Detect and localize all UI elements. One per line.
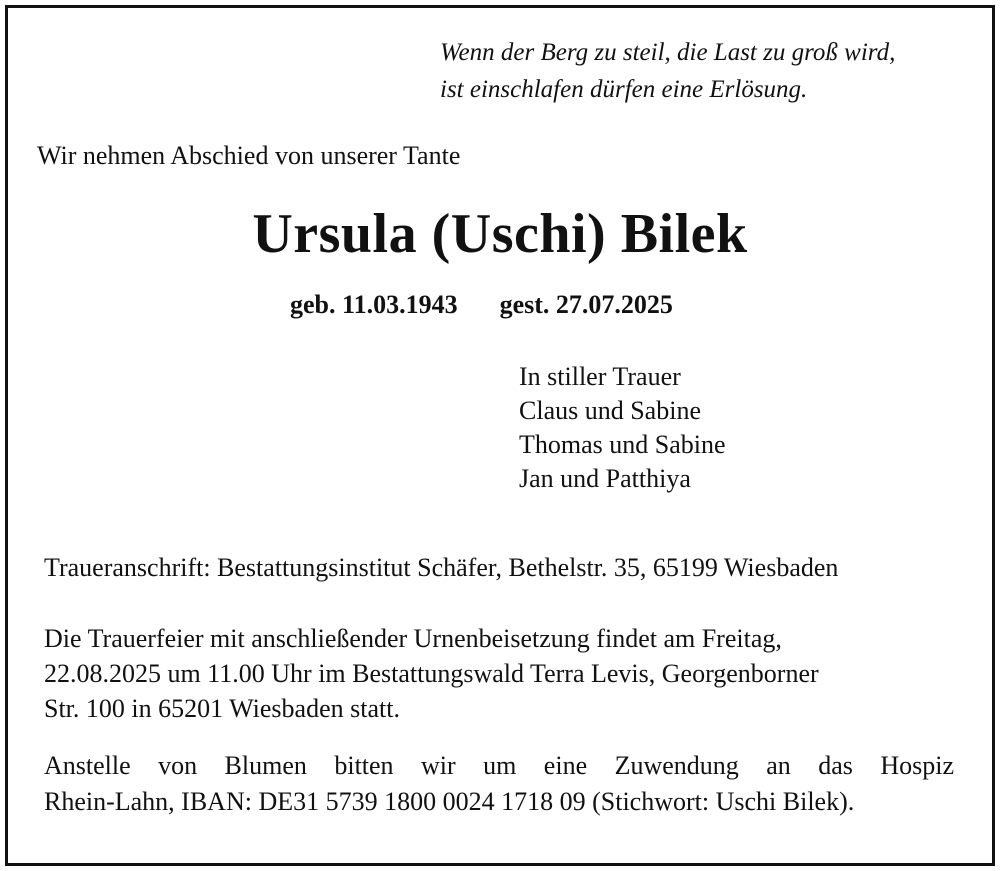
motto-quote xyxy=(440,34,895,108)
ceremony-line: Str. 100 in 65201 Wiesbaden statt. xyxy=(44,694,400,723)
mourner-line: In stiller Trauer xyxy=(519,362,681,391)
notice-border xyxy=(5,5,995,866)
deceased-name: Ursula (Uschi) Bilek xyxy=(252,203,748,265)
intro-text: Wir nehmen Abschied von unserer Tante xyxy=(37,141,461,170)
mourner-line: Jan und Patthiya xyxy=(519,464,691,493)
mourner-line: Thomas und Sabine xyxy=(519,430,726,459)
mourner-line: Claus und Sabine xyxy=(519,396,701,425)
birth-date: geb. 11.03.1943 xyxy=(290,290,458,319)
ceremony-info xyxy=(44,621,819,726)
motto-line: Wenn der Berg zu steil, die Last zu groß wird, xyxy=(440,39,896,66)
mourning-address: Traueranschrift: Bestattungsinstitut Schäfer, Bethelstr. 35, 65199 Wiesbaden xyxy=(44,553,839,582)
motto-line: ist einschlafen dürfen eine Erlösung. xyxy=(440,76,808,103)
death-date: gest. 27.07.2025 xyxy=(499,290,673,319)
ceremony-line: Die Trauerfeier mit anschließender Urnenbeisetzung findet am Freitag, xyxy=(44,624,782,653)
donation-line: Anstelle von Blumen bitten wir um eine Zuwendung an das Hospiz xyxy=(44,751,954,780)
life-dates xyxy=(290,290,673,320)
donation-request xyxy=(44,748,954,820)
donation-line: Rhein-Lahn, IBAN: DE31 5739 1800 0024 1718 09 (Stichwort: Uschi Bilek). xyxy=(44,787,855,816)
ceremony-line: 22.08.2025 um 11.00 Uhr im Bestattungswald Terra Levis, Georgenborner xyxy=(44,659,819,688)
mourners-list xyxy=(519,360,726,496)
